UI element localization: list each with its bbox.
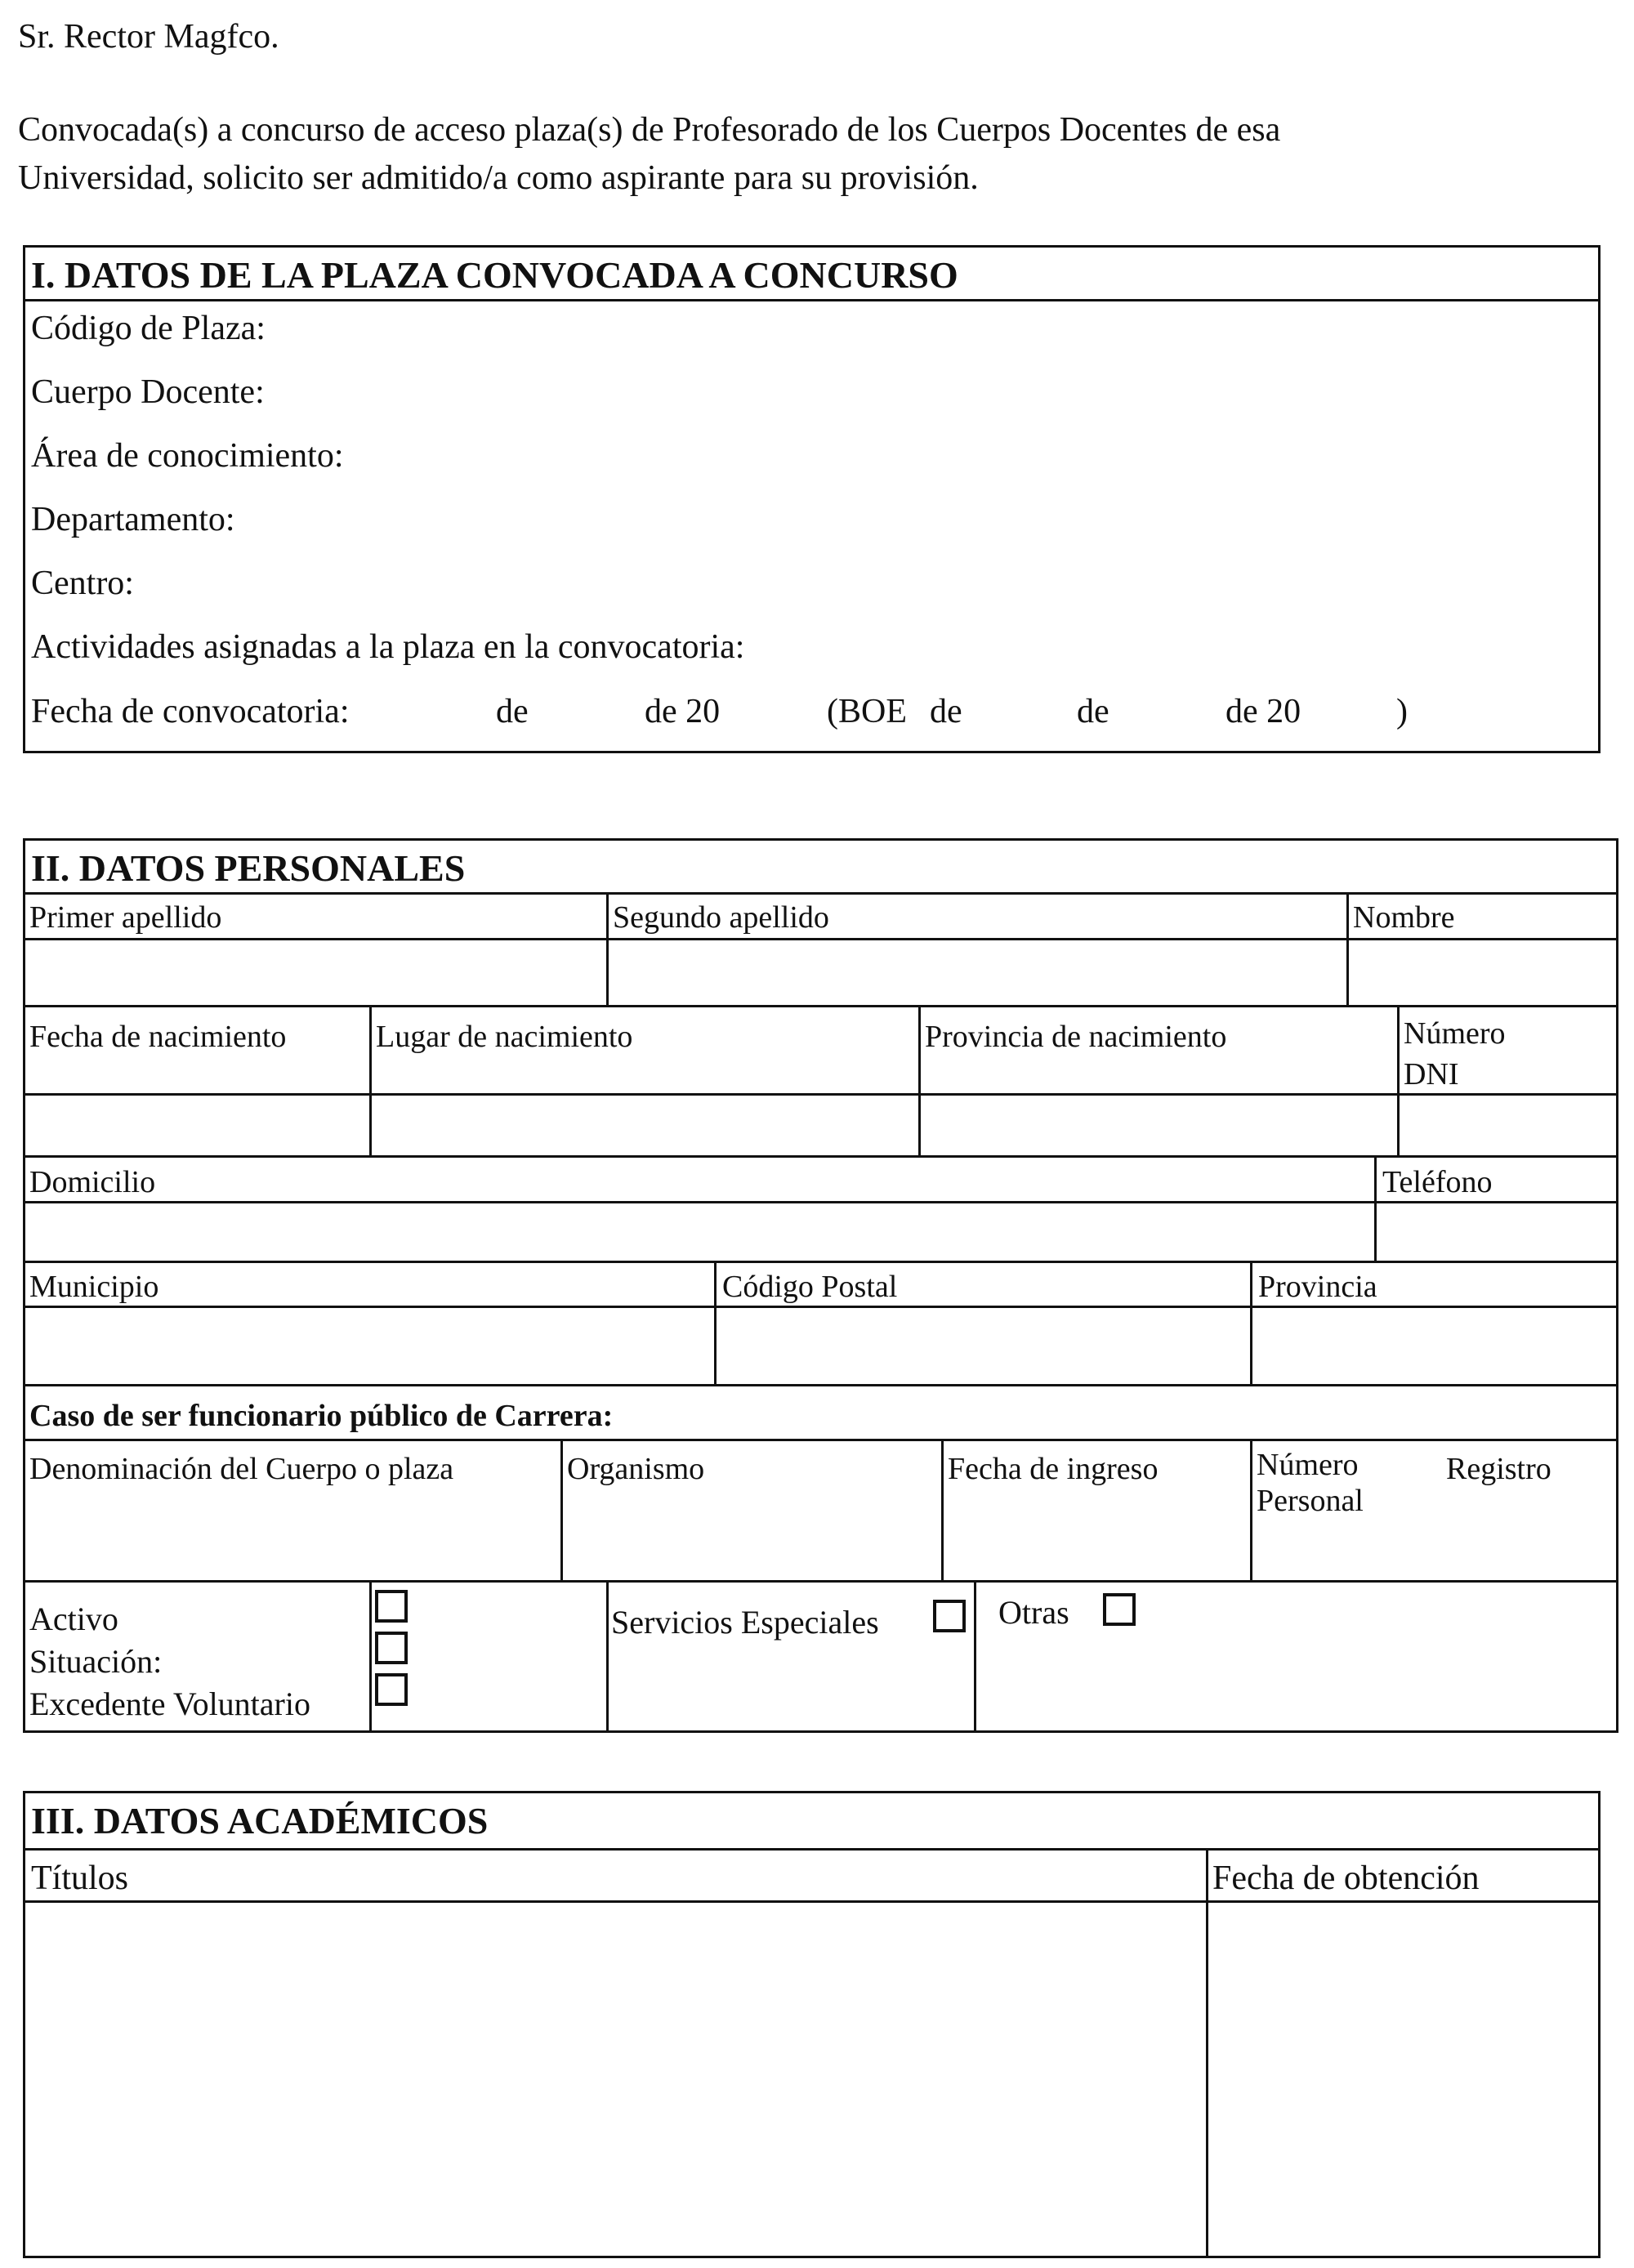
fecha-de-1: de <box>496 693 529 730</box>
fecha-obtencion-label: Fecha de obtención <box>1212 1859 1480 1897</box>
excedente-checkbox[interactable] <box>375 1673 408 1706</box>
sec2-vline <box>1250 1261 1252 1385</box>
sec2-line <box>23 1261 1618 1263</box>
registro-label: Registro <box>1446 1452 1551 1486</box>
intro-line-2: Universidad, solicito ser admitido/a como aspirante para su provisión. <box>18 159 979 197</box>
fecha-de-20: de 20 <box>645 693 721 730</box>
dni-label: DNI <box>1404 1057 1459 1092</box>
sec3-line <box>23 1900 1601 1903</box>
sec3-vline <box>1206 1848 1208 2258</box>
sec2-line <box>23 1580 1618 1583</box>
codigo-plaza-label: Código de Plaza: <box>31 310 266 347</box>
activo-checkbox[interactable] <box>375 1590 408 1623</box>
sec2-vline <box>1250 1439 1252 1580</box>
provincia-nacimiento-label: Provincia de nacimiento <box>925 1020 1227 1054</box>
situacion-checkbox[interactable] <box>375 1632 408 1664</box>
sec2-vline <box>560 1439 563 1580</box>
otras-label: Otras <box>998 1594 1069 1631</box>
cuerpo-docente-label: Cuerpo Docente: <box>31 373 265 411</box>
servicios-especiales-label: Servicios Especiales <box>611 1604 879 1641</box>
section-1-divider <box>23 299 1601 301</box>
sec3-line <box>23 1848 1601 1851</box>
sec2-line <box>23 1093 1618 1096</box>
sec2-line <box>23 1155 1618 1158</box>
numero-personal-label-2: Personal <box>1257 1484 1364 1518</box>
section-1-title: I. DATOS DE LA PLAZA CONVOCADA A CONCURSO <box>31 254 958 296</box>
excedente-label: Excedente Voluntario <box>29 1685 310 1722</box>
intro-line-1: Convocada(s) a concurso de acceso plaza(s) de Profesorado de los Cuerpos Docentes de esa <box>18 111 1281 149</box>
close-paren: ) <box>1396 693 1408 730</box>
denominacion-label: Denominación del Cuerpo o plaza <box>29 1452 454 1486</box>
servicios-especiales-checkbox[interactable] <box>933 1600 966 1632</box>
sec2-line <box>23 1201 1618 1203</box>
boe-de-20: de 20 <box>1226 693 1301 730</box>
boe-label: (BOE <box>827 693 907 730</box>
salutation: Sr. Rector Magfco. <box>18 18 279 56</box>
sec2-vline <box>606 892 609 1005</box>
sec2-vline <box>974 1580 976 1733</box>
fecha-nacimiento-label: Fecha de nacimiento <box>29 1020 287 1054</box>
sec2-vline <box>369 1580 372 1733</box>
nombre-label: Nombre <box>1353 900 1455 935</box>
fecha-convocatoria-label: Fecha de convocatoria: <box>31 693 350 730</box>
domicilio-label: Domicilio <box>29 1165 156 1199</box>
sec2-vline <box>369 1005 372 1155</box>
lugar-nacimiento-label: Lugar de nacimiento <box>376 1020 633 1054</box>
sec2-vline <box>918 1005 921 1155</box>
sec2-vline <box>606 1580 609 1733</box>
codigo-postal-label: Código Postal <box>722 1270 898 1304</box>
boe-de-2: de <box>1077 693 1109 730</box>
centro-label: Centro: <box>31 565 134 602</box>
fecha-ingreso-label: Fecha de ingreso <box>948 1452 1159 1486</box>
provincia-label: Provincia <box>1258 1270 1377 1304</box>
primer-apellido-label: Primer apellido <box>29 900 222 935</box>
sec2-line <box>23 1306 1618 1308</box>
sec2-vline <box>1346 892 1349 1005</box>
section-3-title: III. DATOS ACADÉMICOS <box>31 1800 489 1842</box>
sec2-vline <box>1397 1005 1400 1155</box>
titulos-label: Títulos <box>31 1859 129 1897</box>
sec2-line <box>23 1384 1618 1386</box>
segundo-apellido-label: Segundo apellido <box>613 900 829 935</box>
section-2-title: II. DATOS PERSONALES <box>31 847 466 889</box>
activo-label: Activo <box>29 1601 118 1637</box>
sec2-line <box>23 938 1618 940</box>
numero-personal-label-1: Número <box>1257 1448 1359 1482</box>
organismo-label: Organismo <box>567 1452 705 1486</box>
departamento-label: Departamento: <box>31 501 235 538</box>
funcionario-heading: Caso de ser funcionario público de Carrera: <box>29 1399 614 1433</box>
sec2-vline <box>941 1439 944 1580</box>
actividades-label: Actividades asignadas a la plaza en la convocatoria: <box>31 628 745 666</box>
area-conocimiento-label: Área de conocimiento: <box>31 437 344 475</box>
sec2-vline <box>1374 1155 1377 1261</box>
boe-de-1: de <box>930 693 962 730</box>
sec2-vline <box>714 1261 717 1385</box>
sec2-line <box>23 1005 1618 1007</box>
otras-checkbox[interactable] <box>1103 1593 1136 1626</box>
sec2-line <box>23 892 1618 895</box>
numero-label: Número <box>1404 1016 1506 1051</box>
municipio-label: Municipio <box>29 1270 159 1304</box>
situacion-label: Situación: <box>29 1643 163 1680</box>
sec2-line <box>23 1439 1618 1441</box>
telefono-label: Teléfono <box>1382 1165 1493 1199</box>
